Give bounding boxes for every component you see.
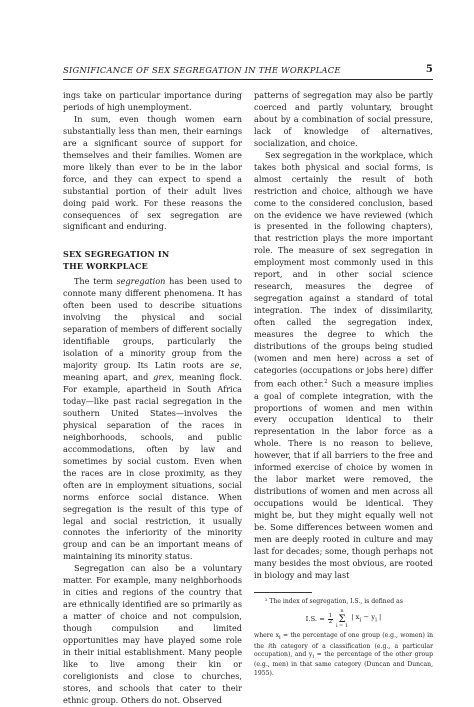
italic-term: segregation xyxy=(116,276,166,287)
formula-subscript: i xyxy=(312,654,314,661)
left-column xyxy=(63,90,242,707)
formula-subscript: i xyxy=(375,617,377,624)
italic-term: i xyxy=(268,642,271,650)
text-run: , meaning apart, and xyxy=(63,360,242,383)
fraction-denominator: 2 xyxy=(328,619,333,626)
formula-term: | xyxy=(376,613,382,622)
paragraph xyxy=(63,276,242,563)
formula-subscript: i xyxy=(279,635,281,642)
text-run: Such a measure implies a goal of complete integration, with the proportions of women and men within every occupation identical to their representation in the labor force as a whole. There is no reason to believe, however, that if all barriers to the free and informed exercise of choice by women in the labor market were removed, the distributions of women and men across all occupations would be identical. They might be, but they might equally well not be. Some differences between women and men are deeply rooted in culture and may last for decades; some, though perhaps not many besides the most obvious, are rooted in biology and may last xyxy=(254,378,433,580)
text-run: has been used to connote many different phenomena. It has often been used to describe situations involving the physical and social separation of members of different socially identifiable groups, particularly the isolation of a minority group from the majority group. Its Latin roots are xyxy=(63,276,242,371)
page-number: 5 xyxy=(425,64,433,75)
formula-subscript: i xyxy=(359,617,362,624)
footnote-definition xyxy=(254,632,433,678)
summation-sign xyxy=(336,609,348,629)
section-heading xyxy=(63,249,242,272)
text-run: = the percentage of one group (e.g., women) in the xyxy=(254,632,434,650)
running-head xyxy=(63,64,433,78)
formula-fraction xyxy=(328,613,333,626)
italic-term: grex xyxy=(153,372,172,383)
text-run: Sex segregation in the workplace, which takes both physical and social forms, is almost certainly the result of both restriction and choice, although we have come to the considered conclusion, based on the evidence we have reviewed (which is presented in the following chapters), that restriction plays the more important role. The measure of sex segregation in employment most commonly used in this report, and in other social science research, measures the degree of segregation against a standard of total integration. The index of dissimilarity, often called the segregation index, measures the degree to which the distributions of the groups being studied (women and men here) across a set of categories (occupations or jobs here) differ from each other. xyxy=(254,149,433,389)
fraction-numerator: 1 xyxy=(328,612,333,619)
text-run: The term xyxy=(74,276,117,287)
paragraph: In sum, even though women earn substantially less than men, their earnings are a significant source of support for themselves and their families. Women are more likely than ever to be in the labor force, and they can expect to spend a substantial portion of their adult lives doing paid work. For these reasons the consequences of sex segregation are significant and enduring. xyxy=(63,113,242,232)
header-rule xyxy=(63,79,433,80)
sigma-lower-limit: i = 1 xyxy=(335,622,349,629)
text-run: th category of a classification (e.g., a particular occupation), and y xyxy=(254,642,434,658)
footnote-rule xyxy=(254,592,312,593)
footnote-text: ² The index of segregation, I.S., is defined as xyxy=(265,597,403,605)
sigma-symbol: Σ xyxy=(338,613,346,625)
italic-term: se xyxy=(230,360,240,371)
text-run: where x xyxy=(254,632,280,640)
text-run: = the percentage of the other group (e.g., men) in that same category (Duncan and Duncan, 1955). xyxy=(254,650,433,677)
footnote xyxy=(254,598,433,678)
sigma-upper-limit: n xyxy=(340,608,344,615)
paragraph: ings take on particular importance during periods of high unemployment. xyxy=(63,90,242,112)
paragraph xyxy=(254,150,433,582)
section-heading-line: THE WORKPLACE xyxy=(63,260,148,271)
paragraph: patterns of segregation may also be partly coerced and partly voluntary, brought about by a combination of social pressure, lack of knowledge of alternatives, socialization, and choice. xyxy=(254,90,433,148)
formula-term: | x xyxy=(351,613,360,622)
formula-term: − y xyxy=(361,613,376,622)
right-column xyxy=(254,90,433,678)
footnote-marker: 2 xyxy=(324,378,328,385)
running-head-title: SIGNIFICANCE OF SEX SEGREGATION IN THE WORKPLACE xyxy=(63,65,341,75)
text-run: , meaning flock. For example, apartheid in South Africa today—like past racial segregation in the southern United States—involves the physical separation of the races in neighborhoods, schools, and public accommodations, often by law and sometimes by social custom. Even when the races are in close proximity, as they often are in employment situations, social norms enforce social distance. When segregation is the result of this type of legal and social restriction, it usually connotes the inferiority of the minority group and can be an important means of maintaining its minority status. xyxy=(63,372,242,562)
formula-rhs xyxy=(351,612,381,625)
paragraph: Segregation can also be a voluntary matter. For example, many neighborhoods in cities and regions of the country that are ethnically identified are so primarily as a matter of choice and not compulsion, though compulsion and limited opportunities may have played some role in their initial establishment. Many people like to live among their kin or coreligionists and close to churches, stores, and schools that cater to their ethnic group. Others do not. Observed xyxy=(63,563,242,705)
formula-lhs: I.S. = xyxy=(305,615,325,624)
segregation-index-formula xyxy=(254,609,433,629)
section-heading-line: SEX SEGREGATION IN xyxy=(63,249,170,260)
